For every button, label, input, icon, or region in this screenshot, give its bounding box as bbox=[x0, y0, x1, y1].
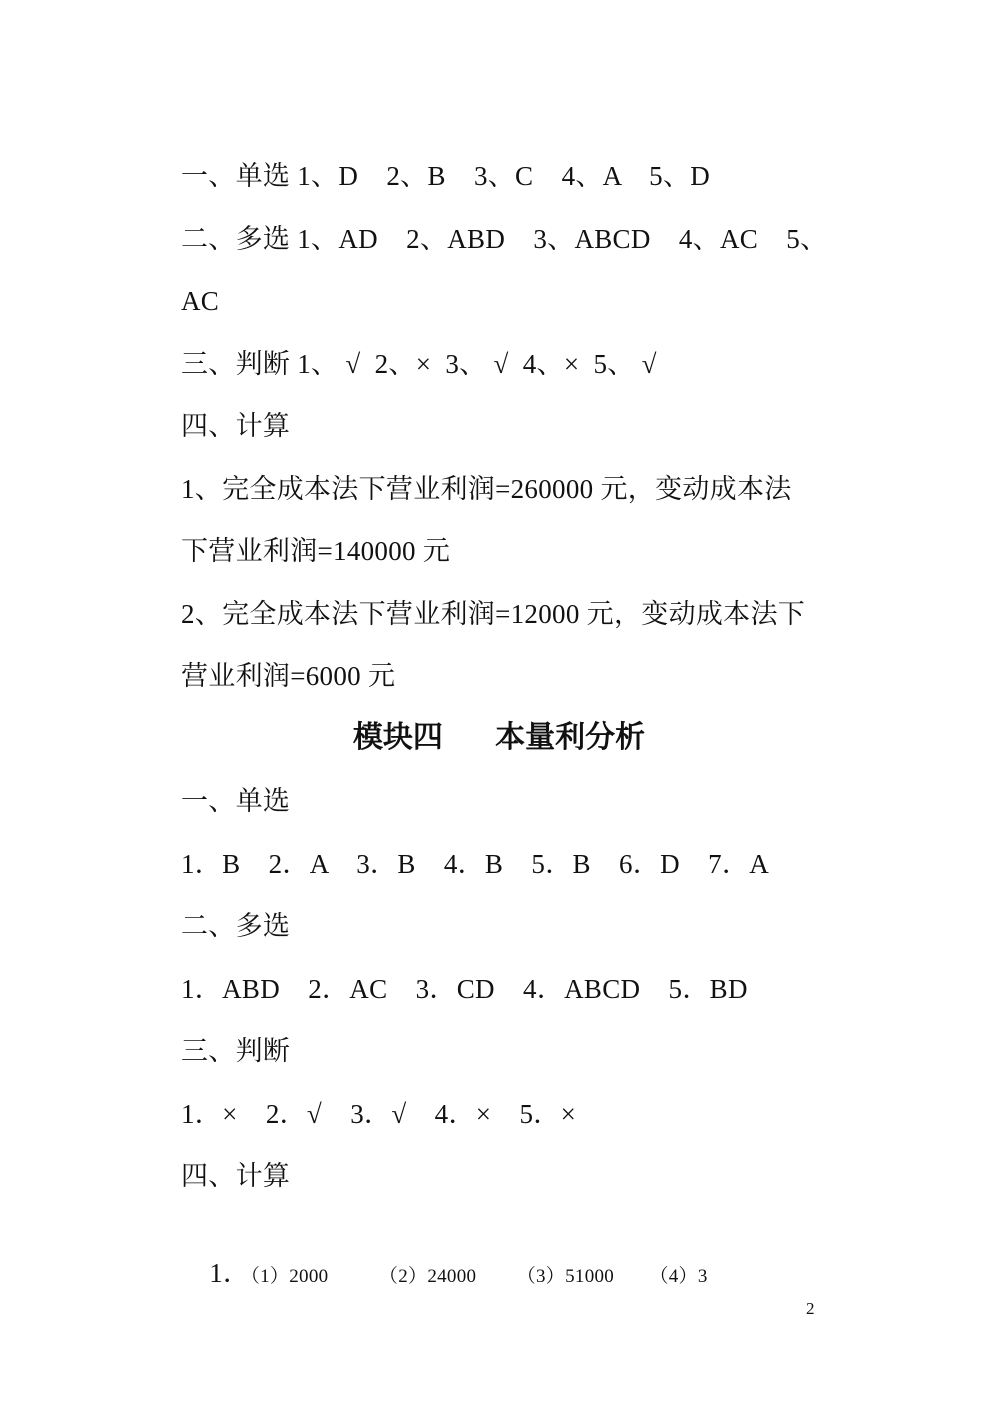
section-judgment-answers: 三、判断 1、 √ 2、× 3、 √ 4、× 5、 √ bbox=[181, 349, 657, 379]
section-multiple-choice-answers: 二、多选 1、AD 2、ABD 3、ABCD 4、AC 5、 bbox=[181, 224, 828, 254]
module-judgment-heading: 三、判断 bbox=[181, 1036, 291, 1066]
module-multiple-choice-answers: 1．ABD 2．AC 3．CD 4．ABCD 5．BD bbox=[181, 974, 748, 1004]
calculation-answer-1-continued: 下营业利润=140000 元 bbox=[181, 536, 451, 566]
section-single-choice-answers: 一、单选 1、D 2、B 3、C 4、A 5、D bbox=[181, 161, 711, 191]
calculation-answer-2: 2、完全成本法下营业利润=12000 元，变动成本法下 bbox=[181, 599, 806, 629]
module-judgment-answers: 1．× 2．√ 3．√ 4．× 5．× bbox=[181, 1099, 577, 1129]
module-title: 模块四 本量利分析 bbox=[352, 720, 646, 755]
module-multiple-choice-heading: 二、多选 bbox=[181, 911, 291, 941]
module-single-choice-heading: 一、单选 bbox=[181, 786, 291, 816]
module-single-choice-answers: 1．B 2．A 3．B 4．B 5．B 6．D 7．A bbox=[181, 849, 770, 879]
section-multiple-choice-answers-continued: AC bbox=[181, 286, 220, 316]
calculation-item-values: （1）2000 （2）24000 （3）51000 （4）3 bbox=[250, 1266, 708, 1287]
calculation-answer-2-continued: 营业利润=6000 元 bbox=[181, 661, 396, 691]
section-calculation-heading: 四、计算 bbox=[181, 411, 291, 441]
calculation-answer-1: 1、完全成本法下营业利润=260000 元，变动成本法 bbox=[181, 474, 792, 504]
module-calculation-answer-1 bbox=[181, 1222, 708, 1328]
calculation-item-number: 1． bbox=[209, 1258, 251, 1288]
module-calculation-heading: 四、计算 bbox=[181, 1161, 291, 1191]
page-number: 2 bbox=[806, 1299, 815, 1318]
